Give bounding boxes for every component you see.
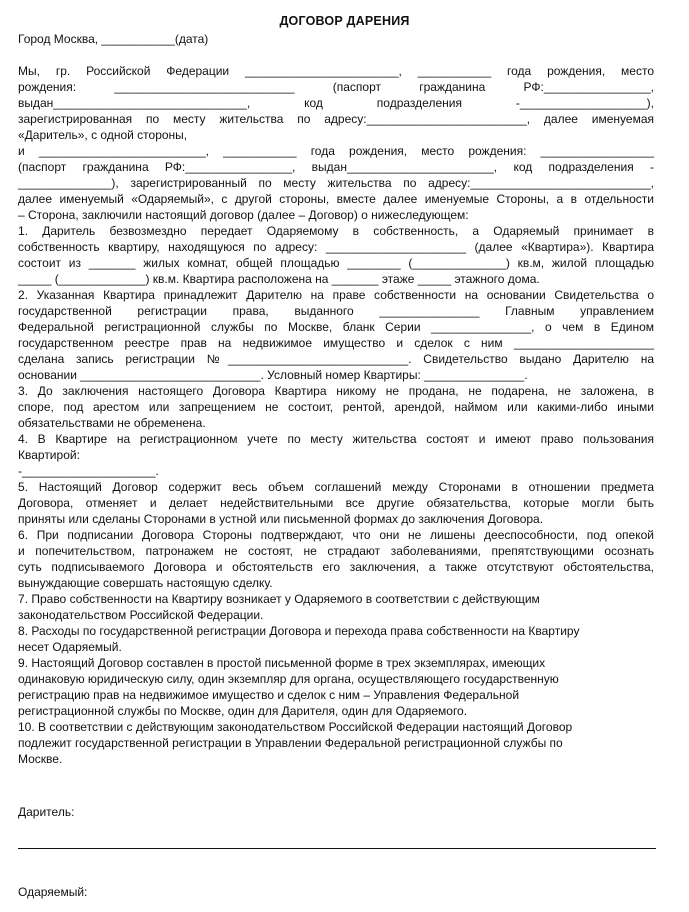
contract-text-line: зарегистрированная по месту жительства по адресу:________________________, далее именуемая — [18, 112, 654, 126]
contract-text-line: выдан_____________________________, код подразделения -___________________), — [18, 96, 654, 110]
contract-text-line: -____________________. — [18, 464, 159, 478]
contract-text-line: 1. Даритель безвозмездно передает Одаряемому в собственность, а Одаряемый принимает в — [18, 224, 654, 238]
contract-text-line: Москве. — [18, 752, 63, 766]
contract-text-line: приняты или сделаны Сторонами в устной или письменной формах до заключения Договора. — [18, 512, 544, 526]
contract-text-line: «Даритель», с одной стороны, — [18, 128, 188, 142]
contract-text-line: регистрационной службы по Москве, один для Дарителя, один для Одаряемого. — [18, 704, 468, 718]
contract-text-line: далее именуемый «Одаряемый», с другой стороны, вместе далее именуемые Стороны, а в отдельности — [18, 192, 654, 206]
contract-text-line: Договора, отменяет и делает недействительными все другие обязательства, которые могли быть — [18, 496, 654, 510]
donor-signature-line — [18, 848, 656, 849]
contract-text-line: собственность квартиру, находящуюся по адресу: _____________________ (далее «Квартира»). Квартира — [18, 240, 654, 254]
contract-text-line: 2. Указанная Квартира принадлежит Дарителю на праве собственности на основании Свидетельства о — [18, 288, 654, 302]
contract-text-line: государственном реестре прав на недвижимое имущество и сделок с ним _____________________ — [18, 336, 654, 350]
contract-text-line: регистрацию прав на недвижимое имущество и сделок с ним – Управления Федеральной — [18, 688, 520, 702]
contract-text-line: Мы, гр. Российской Федерации _______________________, ___________ года рождения, место — [18, 64, 654, 78]
contract-text-line: 4. В Квартире на регистрационном учете по месту жительства состоят и имеют право пользования — [18, 432, 654, 446]
contract-text-line: 8. Расходы по государственной регистрации Договора и перехода права собственности на Квартиру — [18, 624, 580, 638]
contract-text-line: 10. В соответствии с действующим законодательством Российской Федерации настоящий Договор — [18, 720, 573, 734]
contract-text-line: (паспорт гражданина РФ:________________, выдан______________________, код подразделения - — [18, 160, 654, 174]
contract-text-line: _____ (_____________) кв.м. Квартира расположена на _______ этаже _____ этажного дома. — [18, 272, 540, 286]
contract-text-line: 6. При подписании Договора Стороны подтверждают, что они не лишены дееспособности, под опекой — [18, 528, 654, 542]
contract-text-line: Федеральной регистрационной службы по Москве, бланк Серии _______________, о чем в Едином — [18, 320, 654, 334]
contract-text-line: Квартирой: — [18, 448, 80, 462]
contract-text-line: ______________), зарегистрированный по месту жительства по адресу:___________________________, — [18, 176, 654, 190]
contract-text-line: несет Одаряемый. — [18, 640, 122, 654]
contract-text-line: вынуждающие совершать настоящую сделку. — [18, 576, 273, 590]
donee-signature-label: Одаряемый: — [18, 885, 88, 899]
contract-text-line: 7. Право собственности на Квартиру возникает у Одаряемого в соответствии с действующим — [18, 592, 540, 606]
contract-text-line: Город Москва, ___________(дата) — [18, 32, 209, 46]
contract-text-line: и _________________________, ___________ года рождения, место рождения: _________________ — [18, 144, 654, 158]
contract-text-line: 9. Настоящий Договор составлен в простой письменной форме в трех экземплярах, имеющих — [18, 656, 546, 670]
contract-text-line: 3. До заключения настоящего Договора Квартира никому не продана, не подарена, не заложена, в — [18, 384, 654, 398]
contract-text-line: состоит из _______ жилых комнат, общей площадью ________ (______________) кв.м, жилой площадью — [18, 256, 654, 270]
contract-text-line: обязательствами не обременена. — [18, 416, 206, 430]
contract-text-line: законодательством Российской Федерации. — [18, 608, 264, 622]
contract-text-line: суть подписываемого Договора и обстоятельств его заключения, а также отсутствуют обстоятельства, — [18, 560, 654, 574]
contract-text-line: одинаковую юридическую силу, один экземпляр для органа, осуществляющего государственную — [18, 672, 559, 686]
contract-text-line: рождения: ___________________________ (паспорт гражданина РФ:________________, — [18, 80, 654, 94]
contract-text-line: сделана запись регистрации №___________________________. Свидетельство выдано Дарителю на — [18, 352, 654, 366]
contract-text-line: подлежит государственной регистрации в Управлении Федеральной регистрационной службы по — [18, 736, 563, 750]
contract-text-line: государственной регистрации права, выданного _______________ Главным управлением — [18, 304, 654, 318]
contract-text-line: 5. Настоящий Договор содержит весь объем соглашений между Сторонами в отношении предмета — [18, 480, 654, 494]
document-title: ДОГОВОР ДАРЕНИЯ — [279, 14, 410, 28]
contract-text-line: и попечительством, патронажем не состоят, не страдают заболеваниями, препятствующими осознать — [18, 544, 654, 558]
donor-signature-label: Даритель: — [18, 805, 75, 819]
contract-text-line: – Сторона, заключили настоящий договор (далее – Договор) о нижеследующем: — [18, 208, 469, 222]
contract-text-line: основании ___________________________. Условный номер Квартиры: _______________. — [18, 368, 528, 382]
contract-text-line: споре, под арестом или запрещением не состоит, рентой, арендой, наймом или какими-либо иными — [18, 400, 654, 414]
